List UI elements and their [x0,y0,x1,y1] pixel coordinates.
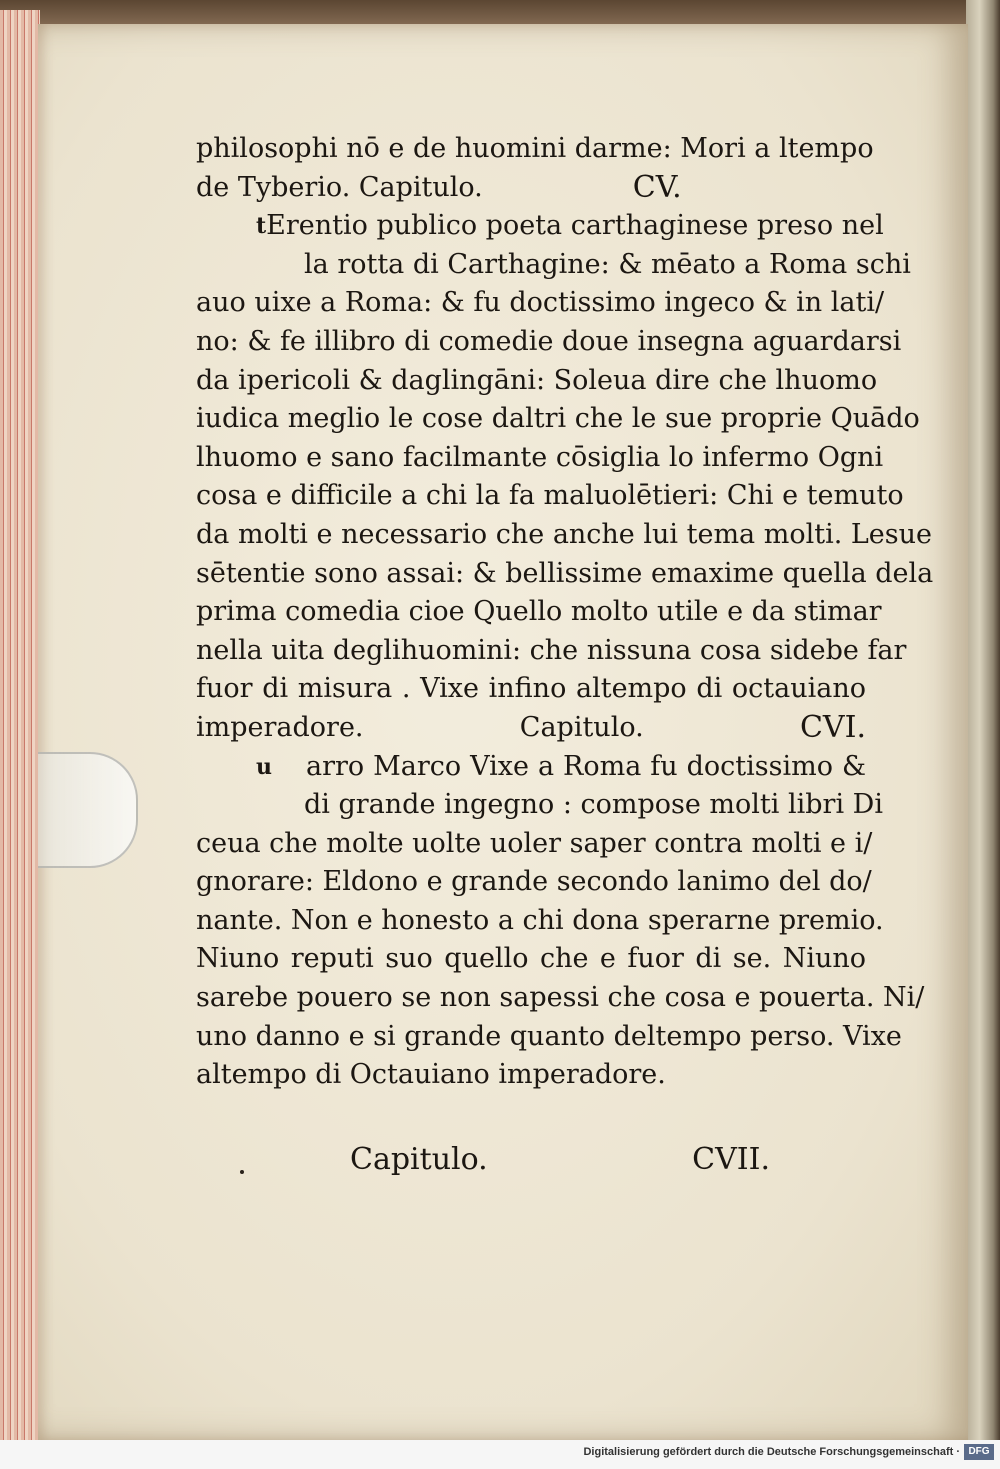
text-line [196,130,874,169]
chapter-number: CV. [632,169,682,205]
line-text: la rotta di Carthagine: & mēato a Roma schi [304,248,911,280]
page-clip [38,752,138,868]
line-text: ceua che molte uolte uoler saper contra molti e i/ [196,827,873,859]
line-text: nella uita deglihuomini: che nissuna cosa sidebe far [196,634,907,666]
text-line [196,169,866,208]
line-text: iudica meglio le cose daltri che le sue proprie Quādo [196,403,920,435]
heading-text: imperadore. [196,711,364,743]
text-line [196,902,884,941]
chapter-label: Capitulo. [519,711,644,743]
text-line [196,825,873,864]
text-line [196,632,907,671]
text-line [196,246,911,285]
text-line [196,516,933,555]
book-fore-edge [966,0,1000,1440]
line-text: da ipericoli & daglingāni: Soleua dire che lhuomo [196,364,878,396]
line-text: cosa e difficile a chi la fa maluolētieri: Chi e temuto [196,480,904,512]
ink-dot [240,1170,244,1174]
line-text: nante. Non e honesto a chi dona sperarne premio. [196,904,884,936]
credit-text: Digitalisierung gefördert durch die Deutsche Forschungsgemeinschaft · [583,1446,960,1458]
text-line [196,593,882,632]
line-text: lhuomo e sano facilmante cōsiglia lo infermo Ogni [196,441,884,473]
initial-letter-guide: u [256,753,272,780]
line-text: Niuno reputi suo quello che e fuor di se. Niuno [196,943,866,975]
text-line [196,439,884,478]
line-text: gnorare: Eldono e grande secondo lanimo del do/ [196,866,872,898]
chapter-number: CVI. [799,709,866,745]
page-stack-edges [0,10,40,1440]
line-text: Erentio publico poeta carthaginese preso nel [266,210,884,242]
text-line [196,284,885,323]
line-text: di grande ingegno : compose molti libri Di [304,789,883,821]
footer-heading [350,1142,770,1177]
text-line [196,1056,866,1095]
text-line [196,863,872,902]
text-line [196,940,866,979]
line-text: altempo di Octauiano imperadore. [196,1059,666,1091]
line-text: prima comedia cioe Quello molto utile e da stimar [196,596,882,628]
line-text: arro Marco Vixe a Roma fu doctissimo & [306,750,866,782]
text-line [196,670,866,709]
line-text: philosophi nō e de huomini darme: Mori a ltempo [196,133,874,164]
dfg-logo: DFG [964,1444,994,1460]
text-line [196,786,883,825]
text-line [196,748,866,787]
text-block [196,130,934,1095]
line-text: no: & fe illibro di comedie doue insegna aguardarsi [196,325,902,357]
text-line [196,1018,902,1057]
text-line [196,979,925,1018]
line-text: fuor di misura . Vixe infino altempo di octauiano [196,673,866,705]
heading-text: de Tyberio. Capitulo. [196,171,483,203]
line-text: sētentie sono assai: & bellissime emaxime quella dela [196,557,934,589]
text-line [196,362,878,401]
line-text: da molti e necessario che anche lui tema molti. Lesue [196,518,933,550]
initial-letter-guide: t [256,213,267,240]
line-text: auo uixe a Roma: & fu doctissimo ingeco & in lati/ [196,287,885,319]
text-line [196,323,902,362]
line-text: uno danno e si grande quanto deltempo perso. Vixe [196,1020,902,1052]
text-line [196,400,920,439]
footer-chapter-label: Capitulo. [350,1142,488,1177]
text-line [196,477,904,516]
text-line [196,709,866,748]
footer-chapter-number: CVII. [692,1142,770,1177]
text-line [196,207,884,246]
text-line [196,555,934,594]
line-text: sarebe pouero se non sapessi che cosa e pouerta. Ni/ [196,982,925,1014]
